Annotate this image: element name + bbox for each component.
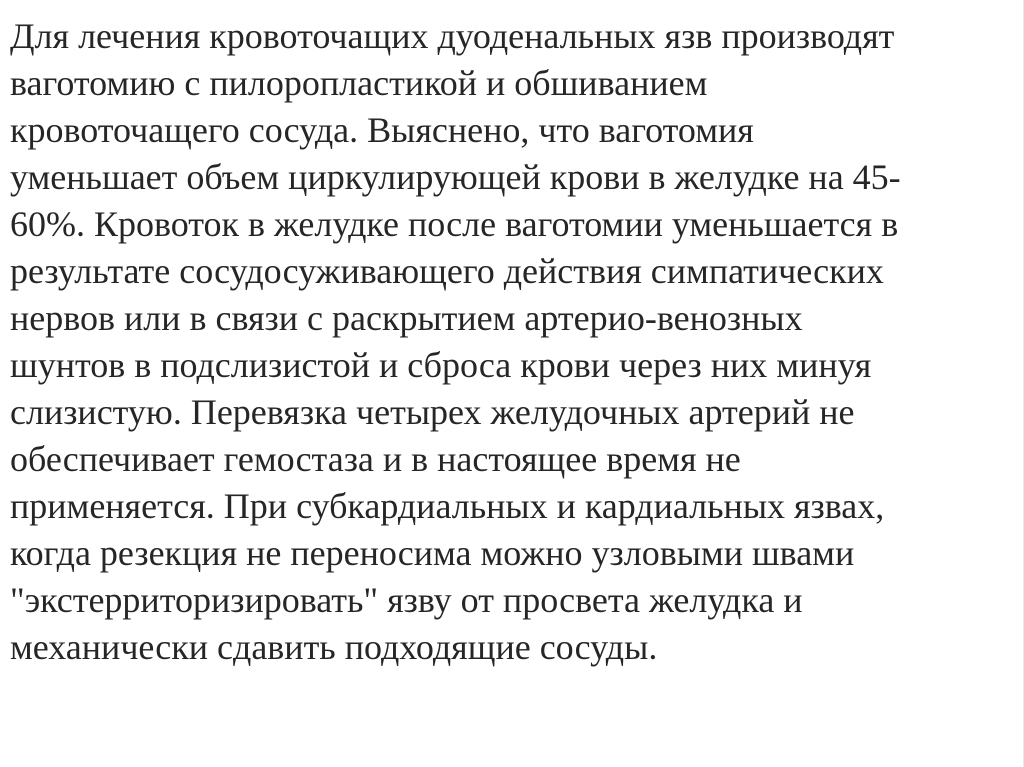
text-line: механически сдавить подходящие сосуды. — [10, 627, 658, 667]
text-line: 60%. Кровоток в желудке после ваготомии уменьшается в — [10, 204, 899, 244]
text-line: кровоточащего сосуда. Выяснено, что ваготомия — [10, 110, 754, 150]
body-text — [10, 13, 1014, 671]
text-line: Для лечения кровоточащих дуоденальных язв производят — [10, 16, 895, 56]
text-line: уменьшает объем циркулирующей крови в желудке на 45- — [10, 157, 901, 197]
text-line: ваготомию с пилоропластикой и обшиванием — [10, 63, 708, 103]
text-line: слизистую. Перевязка четырех желудочных артерий не — [10, 392, 855, 432]
text-line: применяется. При субкардиальных и кардиальных язвах, — [10, 486, 885, 526]
text-line: шунтов в подслизистой и сброса крови через них минуя — [10, 345, 872, 385]
text-line: обеспечивает гемостаза и в настоящее время не — [10, 439, 741, 479]
text-line: результате сосудосуживающего действия симпатических — [10, 251, 884, 291]
text-line: нервов или в связи с раскрытием артерио-венозных — [10, 298, 803, 338]
text-line: когда резекция не переносима можно узловыми швами — [10, 533, 855, 573]
text-line: "экстерриторизировать" язву от просвета желудка и — [10, 580, 803, 620]
